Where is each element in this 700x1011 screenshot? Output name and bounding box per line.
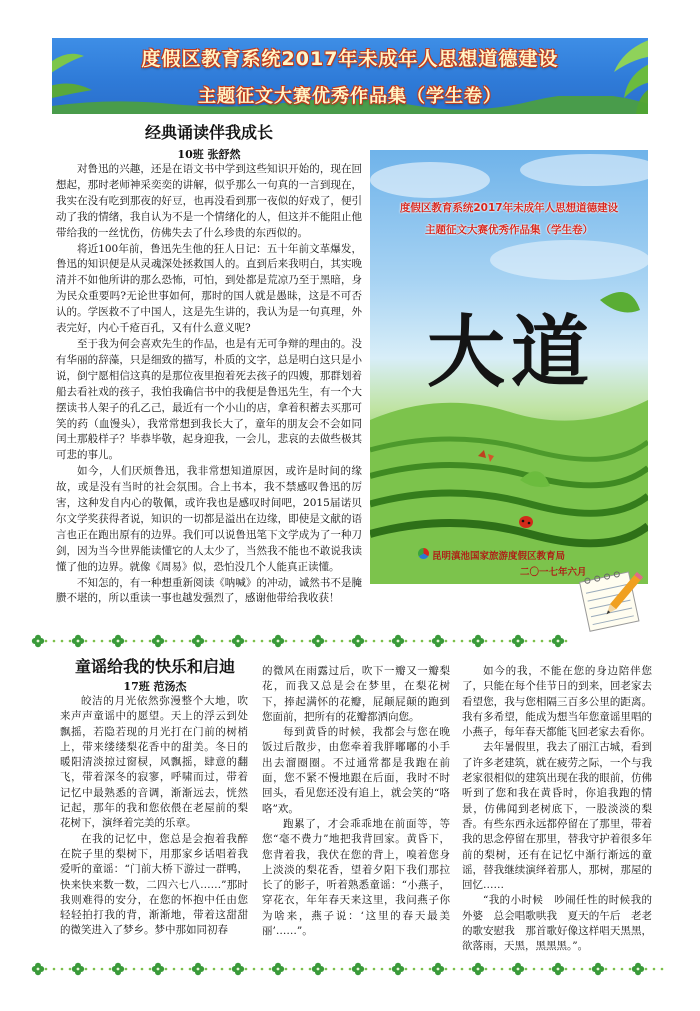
divider-dot xyxy=(445,640,448,643)
clover-icon xyxy=(312,963,324,975)
divider-dot xyxy=(541,968,544,971)
divider-dot xyxy=(373,640,376,643)
clover-icon xyxy=(272,963,284,975)
divider-dot xyxy=(549,640,552,643)
clover-icon xyxy=(392,635,404,647)
divider-dot xyxy=(93,968,96,971)
divider-dot xyxy=(149,640,152,643)
article2-paragraph: 去年暑假里，我去了丽江古城，看到了许多老建筑，就在疲劳之际，一个与我老家很相似的建筑出现在我的眼前，仿佛听到了您和我在黄昏时，你追我跑的情景，仿佛闻到老树底下，一股淡淡的梨香。有些东西永远都停留在了那里，带着我的思念停留在那里，替我守护着很多年前的梨树，还有在记忆中渐行渐远的童谣，替我继续演绎着那人，那树，那屋的回忆…… xyxy=(462,741,652,892)
cover-date: 二〇一七年六月 xyxy=(520,567,587,578)
divider-dot xyxy=(573,968,576,971)
cover-title-line1: 度假区教育系统2017年未成年人思想道德建设 xyxy=(399,202,619,214)
divider-dot xyxy=(213,640,216,643)
divider-dot xyxy=(525,640,528,643)
clover-icon xyxy=(552,635,564,647)
divider-dot xyxy=(653,968,656,971)
clover-icon xyxy=(552,963,564,975)
cover-publisher: 昆明滇池国家旅游度假区教育局 xyxy=(432,551,566,562)
article2-paragraph: 在我的记忆中，您总是会抱着我醉在院子里的梨树下，用那家乡话唱着我爱听的童谣：“门前大桥下游过一群鸭，快来快来数一数，二四六七八……”那时我则难得的安分，在您的怀抱中任由您轻轻拍打我的背，渐渐地，带着这甜甜的微笑进入了梦乡。梦中那如同初春 xyxy=(60,832,248,937)
divider-dot xyxy=(165,640,168,643)
clover-icon xyxy=(512,635,524,647)
divider-dot xyxy=(261,640,264,643)
divider-dot xyxy=(333,640,336,643)
divider-dot xyxy=(405,640,408,643)
divider-dot xyxy=(213,968,216,971)
divider-dot xyxy=(453,640,456,643)
divider-dot xyxy=(269,640,272,643)
divider-dot xyxy=(101,968,104,971)
divider-dot xyxy=(53,968,56,971)
divider-dot xyxy=(493,640,496,643)
divider-dot xyxy=(101,640,104,643)
clover-divider-bottom xyxy=(28,960,672,978)
divider-dot xyxy=(581,968,584,971)
article2-column-3 xyxy=(462,664,652,955)
divider-dot xyxy=(261,968,264,971)
divider-dot xyxy=(533,640,536,643)
article2-paragraph: “我的小时候 吵闹任性的时候我的外婆 总会唱歌哄我 夏天的午后 老老的歌安慰我 那首歌好像这样唱天黑黑，欲落雨，天黑，黑黑黑。”。 xyxy=(462,894,652,953)
clover-icon xyxy=(312,635,324,647)
divider-dot xyxy=(61,968,64,971)
divider-dot xyxy=(221,968,224,971)
divider-dot xyxy=(413,640,416,643)
article2-paragraph: 的微风在雨露过后，吹下一瓣又一瓣梨花，而我又总是会在梦里，在梨花树下，捧起满怀的花瓣，屁颠屁颠的跑到您面前，把所有的花瓣都洒向您。 xyxy=(262,665,450,723)
divider-dot xyxy=(405,968,408,971)
divider-dot xyxy=(45,640,48,643)
article1-author: 10班 张舒然 xyxy=(177,148,241,161)
clover-icon xyxy=(432,635,444,647)
divider-dot xyxy=(493,968,496,971)
divider-dot xyxy=(341,968,344,971)
divider-dot xyxy=(173,640,176,643)
header-banner xyxy=(52,38,648,114)
book-cover-image xyxy=(370,150,648,584)
divider-dot xyxy=(133,640,136,643)
divider-dot xyxy=(245,968,248,971)
clover-divider-top xyxy=(28,632,576,650)
clover-icon xyxy=(112,963,124,975)
clover-icon xyxy=(232,963,244,975)
divider-dot xyxy=(501,968,504,971)
clover-icon xyxy=(352,635,364,647)
clover-icon xyxy=(152,963,164,975)
article1-paragraph: 如今，人们厌烦鲁迅，我非常想知道原因，或许是时间的缘故，或是没有当时的社会氛围。合上书本，我不禁感叹鲁迅的厉害，这种发自内心的敬佩，或许我也是感叹时间吧，2015届诺贝尔文学奖获得者说，知识的一切都是溢出在边缘，即使是文献的语言也正在跑出原有的边界。我们可以说鲁迅笔下文学成为了一种刀剑，因为当今世界能读懂它的人太少了，当然我不能也不敢说我读懂了他的边界。就像《周易》似，恐怕没几个人能真正读懂。 xyxy=(56,465,362,573)
divider-dot xyxy=(301,640,304,643)
divider-dot xyxy=(301,968,304,971)
article2-paragraph: 皎洁的月光依然弥漫整个大地，吹来声声童谣中的愿望。天上的浮云到处飘摇，若隐若现的月光打在门前的树梢上，带来缕缕梨花香中的甜美。冬日的暖阳清淡掠过窗棂，风飘摇，肆意的翻飞，带着深冬的寂寥，呼啸而过，带着记忆中最熟悉的音调，渐渐远去，恍然记起，那年的我和您依偎在老屋前的梨花树下，演绎着完美的乐章。 xyxy=(60,695,248,830)
divider-dot xyxy=(109,640,112,643)
divider-dot xyxy=(325,640,328,643)
article2-paragraph: 每到黄昏的时候，我都会与您在晚饭过后散步，由您牵着我胖嘟嘟的小手出去溜圈圈。不过通常都是我跑在前面，您不紧不慢地跟在后面，我时不时回头，看见您还没有追上，就会笑的“咯咯”欢。 xyxy=(262,726,450,815)
clover-icon xyxy=(72,635,84,647)
divider-dot xyxy=(53,640,56,643)
divider-dot xyxy=(565,968,568,971)
divider-dot xyxy=(325,968,328,971)
divider-dot xyxy=(381,968,384,971)
clover-icon xyxy=(432,963,444,975)
clover-icon xyxy=(472,963,484,975)
divider-dot xyxy=(93,640,96,643)
divider-dot xyxy=(413,968,416,971)
notepad-pencil-icon xyxy=(574,566,650,634)
cover-calligraphy-title: 大道 xyxy=(426,307,595,398)
divider-dot xyxy=(469,640,472,643)
clover-icon xyxy=(192,635,204,647)
divider-dot xyxy=(453,968,456,971)
divider-dot xyxy=(45,968,48,971)
article1-paragraph: 对鲁迅的兴趣，还是在语文书中学到这些知识开始的，现在回想起，那时老师神采奕奕的讲解，似乎那么一句真的一言到现在，我实在没有吃到那夜的好豆，也再没看到那一夜似的好戏了，便引动了我的情绪，我自认为不是一个情绪化的人，但这并不能阻止他带给我的一丝忧伤，仿佛失去了什么珍贵的东西似的。 xyxy=(56,163,362,239)
divider-dot xyxy=(485,640,488,643)
clover-icon xyxy=(592,963,604,975)
clover-icon xyxy=(112,635,124,647)
banner-title-line1: 度假区教育系统2017年未成年人思想道德建设 xyxy=(141,48,559,70)
divider-dot xyxy=(285,640,288,643)
article1-paragraph: 至于我为何会喜欢先生的作品，也是有无可争辩的理由的。没有华丽的辞藻，只是细致的描写，朴质的文字，总是明白这只是小说，倒宁愿相信这真的是那位夜里抱着死去孩子的四嫂，那群划着船去看社戏的孩子，我怕我确信书中的我便是鲁迅先生，有一个大摆读书人架子的孔乙己，最近有一个小山的店，拿着积蓄去买那可笑的药（血馒头），我常常想到我长大了，童年的朋友会不会如同闰土那般样子？毕恭毕敬，起身迎我，一会儿，悲哀的去做些极其可悲的事儿。 xyxy=(56,337,362,462)
cover-title-line2: 主题征文大赛优秀作品集（学生卷） xyxy=(425,224,593,236)
divider-dot xyxy=(389,640,392,643)
divider-dot xyxy=(549,968,552,971)
divider-dot xyxy=(485,968,488,971)
article2-paragraph: 如今的我，不能在您的身边陪伴您了，只能在每个佳节日的到来，回老家去看望您，我与您相隔三百多公里的距离。我有多希望，能成为想当年您童谣里唱的小燕子，每年春天都能飞回老家去看你。 xyxy=(462,665,652,739)
divider-dot xyxy=(309,968,312,971)
divider-dot xyxy=(269,968,272,971)
divider-dot xyxy=(509,968,512,971)
article1-body xyxy=(56,162,362,607)
divider-dot xyxy=(349,968,352,971)
divider-dot xyxy=(429,968,432,971)
divider-dot xyxy=(133,968,136,971)
divider-dot xyxy=(661,968,664,971)
divider-dot xyxy=(333,968,336,971)
divider-dot xyxy=(389,968,392,971)
banner-title-line2: 主题征文大赛优秀作品集（学生卷） xyxy=(198,86,502,107)
clover-icon xyxy=(272,635,284,647)
clover-icon xyxy=(232,635,244,647)
article2-author: 17班 范汤杰 xyxy=(123,680,187,693)
clover-icon xyxy=(72,963,84,975)
divider-dot xyxy=(461,640,464,643)
divider-dot xyxy=(461,968,464,971)
divider-dot xyxy=(365,640,368,643)
divider-dot xyxy=(125,968,128,971)
clover-icon xyxy=(32,963,44,975)
divider-dot xyxy=(469,968,472,971)
divider-dot xyxy=(293,968,296,971)
divider-dot xyxy=(565,640,568,643)
clover-icon xyxy=(632,963,644,975)
divider-dot xyxy=(421,968,424,971)
divider-dot xyxy=(589,968,592,971)
divider-dot xyxy=(349,640,352,643)
divider-dot xyxy=(85,968,88,971)
divider-dot xyxy=(293,640,296,643)
clover-icon xyxy=(352,963,364,975)
divider-dot xyxy=(429,640,432,643)
divider-dot xyxy=(541,640,544,643)
divider-dot xyxy=(445,968,448,971)
divider-dot xyxy=(141,640,144,643)
divider-dot xyxy=(645,968,648,971)
article2-paragraph: 跑累了，才会乖乖地在前面等，等您“毫不费力”地把我背回家。黄昏下，您背着我，我伏在您的背上，嗅着您身上淡淡的梨花香，望着夕阳下我们那拉长了的影子，听着熟悉童谣：“小燕子，穿花衣，年年春天来这里，我问燕子你为啥来，燕子说：‘这里的春天最美丽’……”。 xyxy=(262,817,450,938)
divider-dot xyxy=(205,968,208,971)
divider-dot xyxy=(365,968,368,971)
divider-dot xyxy=(533,968,536,971)
divider-dot xyxy=(181,640,184,643)
article2-title: 童谣给我的快乐和启迪 xyxy=(74,657,235,676)
article2-column-2 xyxy=(262,664,450,939)
divider-dot xyxy=(373,968,376,971)
divider-dot xyxy=(605,968,608,971)
divider-dot xyxy=(229,968,232,971)
divider-dot xyxy=(381,640,384,643)
divider-dot xyxy=(629,968,632,971)
divider-dot xyxy=(253,968,256,971)
divider-dot xyxy=(61,640,64,643)
divider-dot xyxy=(69,640,72,643)
clover-icon xyxy=(152,635,164,647)
divider-dot xyxy=(229,640,232,643)
divider-dot xyxy=(525,968,528,971)
ladybug-decoration xyxy=(519,516,533,528)
clover-icon xyxy=(512,963,524,975)
clover-icon xyxy=(392,963,404,975)
divider-dot xyxy=(245,640,248,643)
divider-dot xyxy=(309,640,312,643)
divider-dot xyxy=(341,640,344,643)
article1-paragraph: 将近100年前，鲁迅先生他的狂人日记：五十年前文革爆发，鲁迅的知识便是从灵魂深处拯救国人的。直到后来我明白，其实晚清并不如他所讲的那么恐怖，可怕，到处都是荒凉乃至于黑暗，身为民众重要吗?无论世事如何，那时的国人就是愚昧，这是不可否认的。学医救不了中国人，这是先生讲的，我认为是一句真理，外表完好，内心千疮百孔，又有什么意义呢? xyxy=(56,242,362,335)
clover-icon xyxy=(472,635,484,647)
divider-dot xyxy=(165,968,168,971)
divider-dot xyxy=(621,968,624,971)
divider-dot xyxy=(69,968,72,971)
divider-dot xyxy=(109,968,112,971)
clover-icon xyxy=(32,635,44,647)
divider-dot xyxy=(285,968,288,971)
divider-dot xyxy=(253,640,256,643)
divider-dot xyxy=(509,640,512,643)
publisher-logo-icon xyxy=(418,548,429,559)
divider-dot xyxy=(189,640,192,643)
divider-dot xyxy=(141,968,144,971)
article1-title: 经典诵读伴我成长 xyxy=(144,123,273,142)
divider-dot xyxy=(613,968,616,971)
divider-dot xyxy=(181,968,184,971)
divider-dot xyxy=(421,640,424,643)
divider-dot xyxy=(501,640,504,643)
divider-dot xyxy=(173,968,176,971)
divider-dot xyxy=(189,968,192,971)
article2-column-1 xyxy=(60,694,248,939)
divider-dot xyxy=(149,968,152,971)
article1-paragraph: 不知怎的，有一种想重新阅读《呐喊》的冲动，诚然书不是腌臜不堪的，所以重读一事也越发强烈了，感谢他带给我收获！ xyxy=(56,576,362,605)
clover-icon xyxy=(192,963,204,975)
divider-dot xyxy=(205,640,208,643)
divider-dot xyxy=(221,640,224,643)
divider-dot xyxy=(125,640,128,643)
divider-dot xyxy=(85,640,88,643)
